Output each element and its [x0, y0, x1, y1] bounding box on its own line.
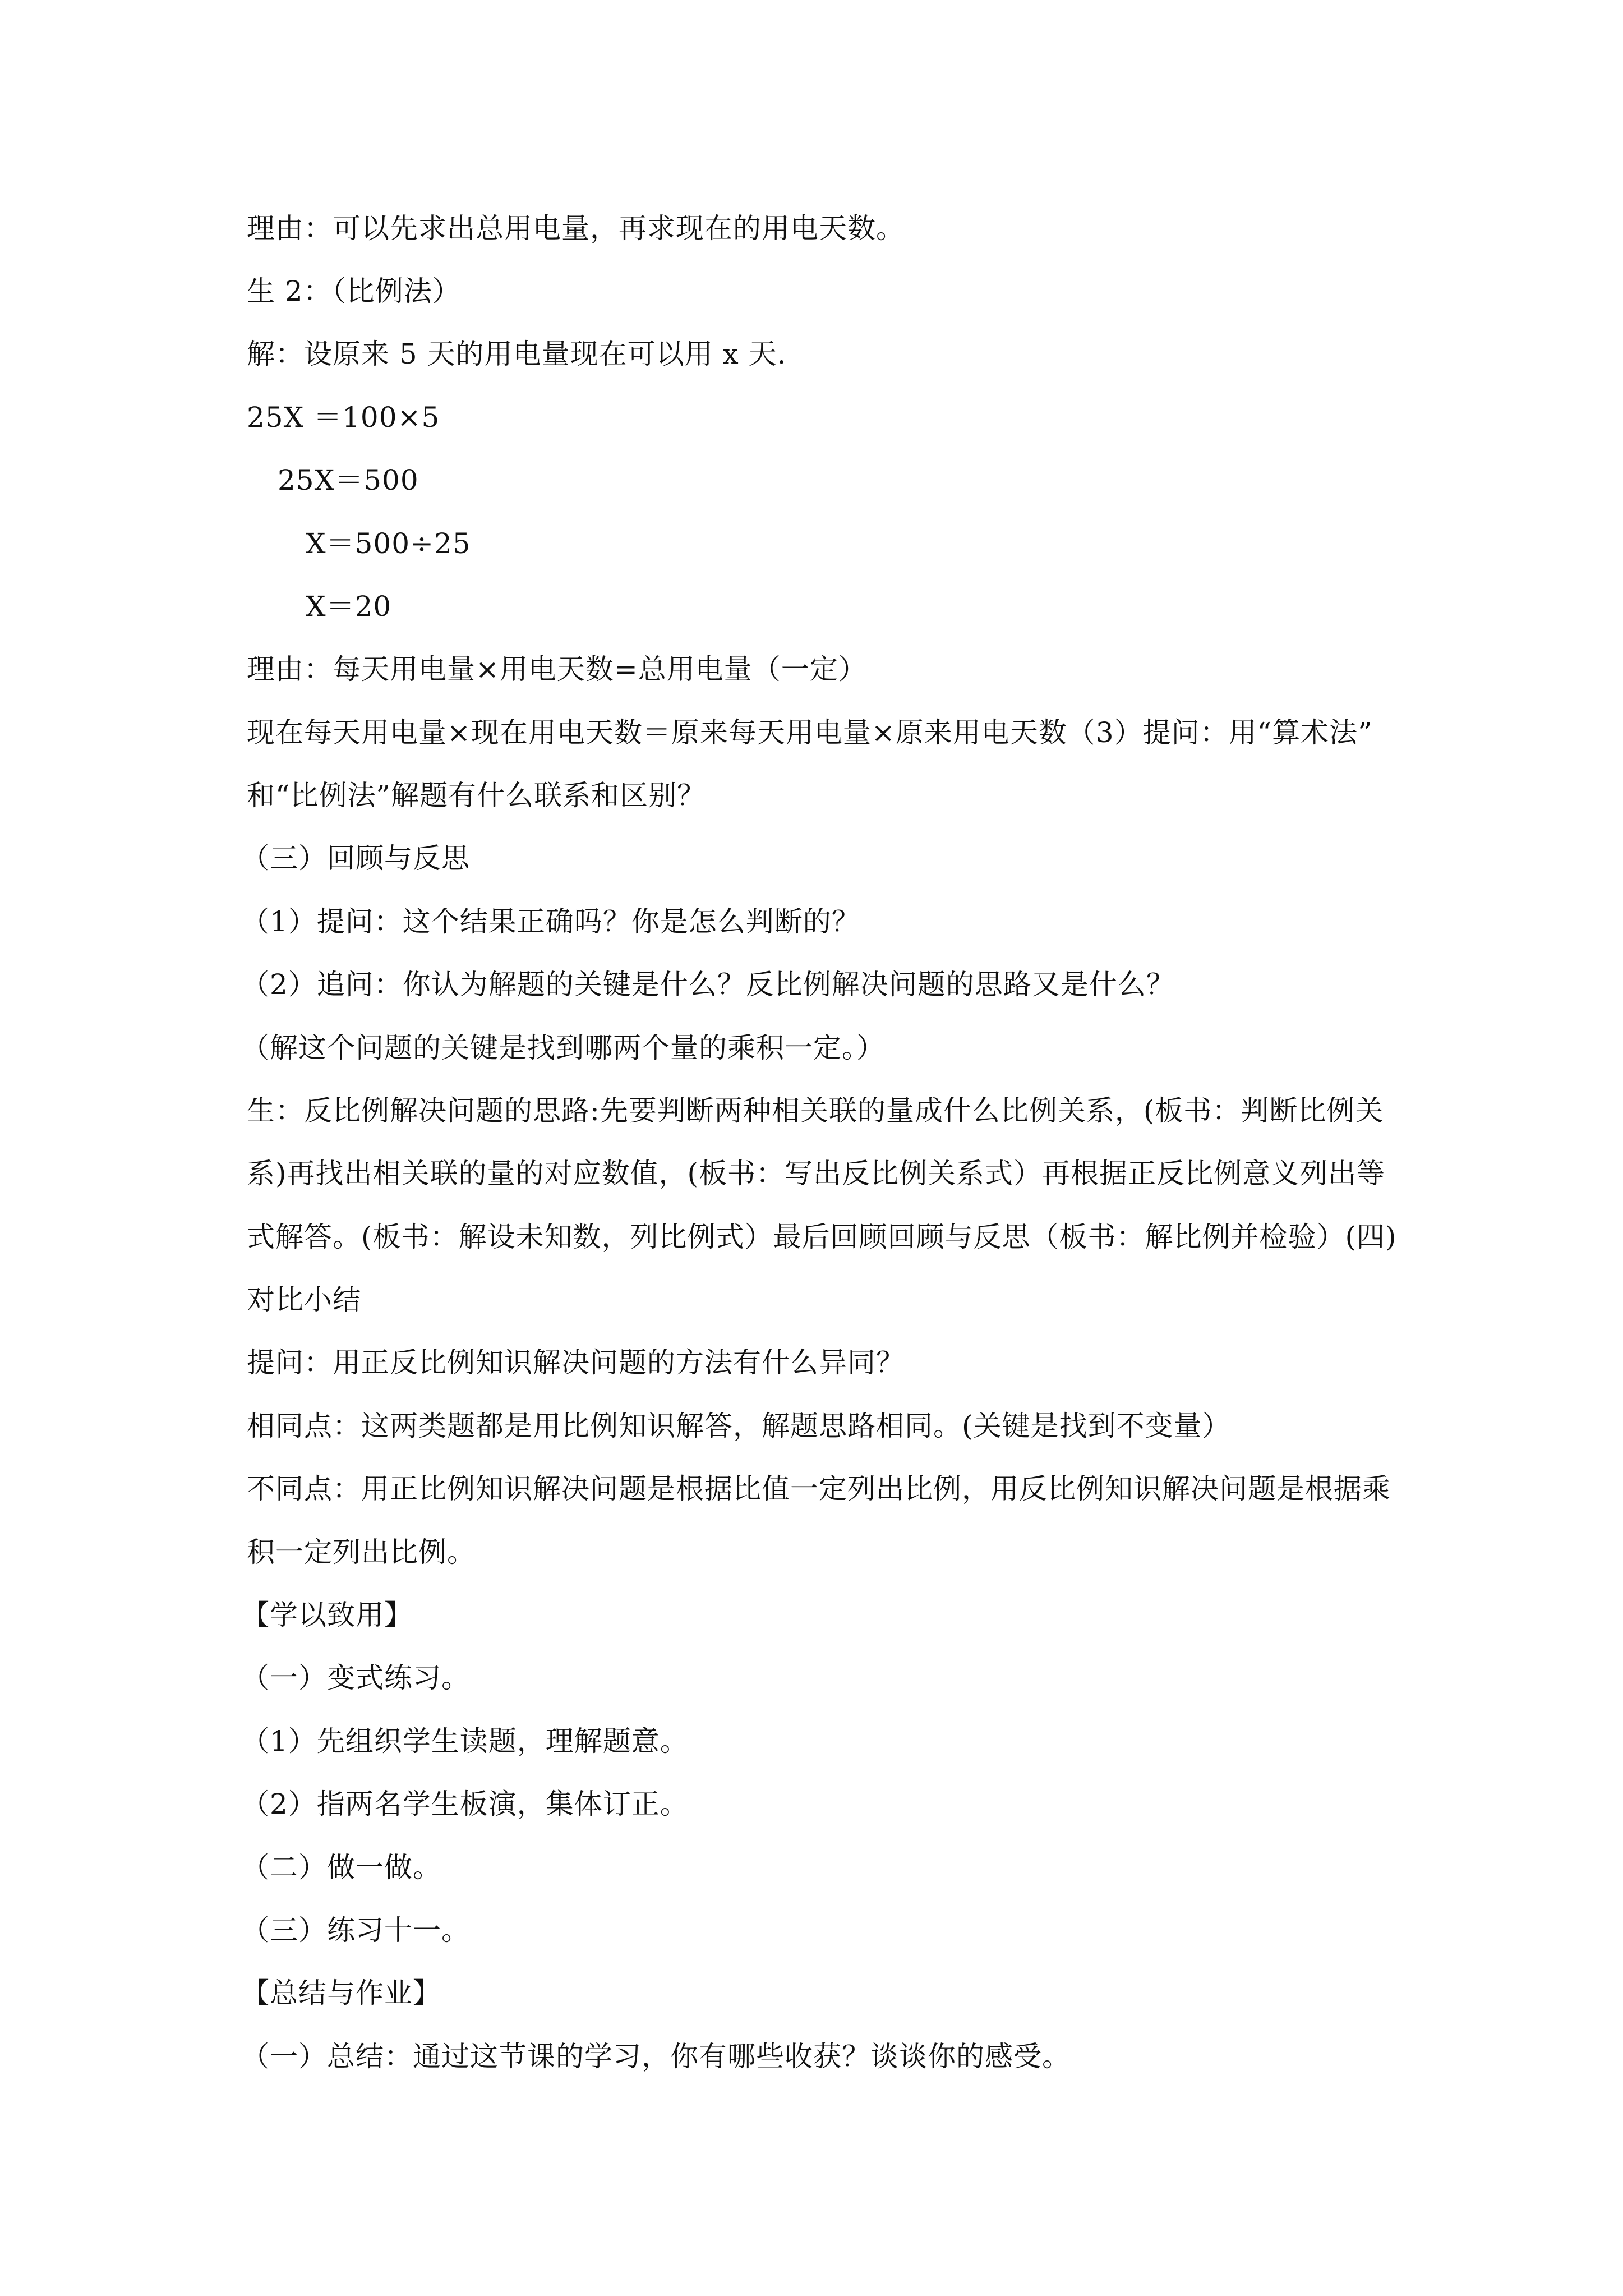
text-line: 不同点：用正比例知识解决问题是根据比值一定列出比例，用反比例知识解决问题是根据乘 [247, 1473, 1391, 1505]
text-line: 理由：可以先求出总用电量，再求现在的用电天数。 [247, 212, 905, 245]
section-heading: （三）回顾与反思 [241, 842, 470, 875]
text-line: （三）练习十一。 [241, 1914, 470, 1947]
equation-line: 25X ＝100×5 [247, 401, 440, 434]
equation-line: X＝500÷25 [306, 527, 471, 560]
text-line: 式解答。(板书：解设未知数，列比例式）最后回顾回顾与反思（板书：解比例并检验）(四) [247, 1221, 1397, 1253]
text-line: 现在每天用电量×现在用电天数＝原来每天用电量×原来用电天数（3）提问：用“算术法” [247, 716, 1373, 749]
text-line: 积一定列出比例。 [247, 1536, 476, 1568]
text-line: 和“比例法”解题有什么联系和区别？ [247, 779, 706, 812]
text-line: （1）提问：这个结果正确吗？你是怎么判断的？ [241, 905, 860, 938]
text-line: 提问：用正反比例知识解决问题的方法有什么异同？ [247, 1346, 905, 1379]
section-heading: 【学以致用】 [241, 1599, 413, 1631]
text-line: （解这个问题的关键是找到哪两个量的乘积一定。） [241, 1032, 885, 1064]
text-line: 解：设原来 5 天的用电量现在可以用 x 天. [247, 338, 787, 370]
text-line: （二）做一做。 [241, 1851, 441, 1884]
text-line: （1）先组织学生读题，理解题意。 [241, 1725, 689, 1757]
text-line: （2）指两名学生板演，集体订正。 [241, 1788, 689, 1820]
text-line: 理由：每天用电量×用电天数=总用电量（一定） [247, 653, 867, 685]
equation-line: X＝20 [306, 590, 392, 623]
text-line: （一）总结：通过这节课的学习，你有哪些收获？谈谈你的感受。 [241, 2040, 1071, 2073]
text-line: （一）变式练习。 [241, 1662, 470, 1694]
text-line: （2）追问：你认为解题的关键是什么？反比例解决问题的思路又是什么？ [241, 968, 1175, 1001]
text-line: 生 2：（比例法） [247, 275, 461, 307]
text-line: 对比小结 [247, 1283, 361, 1316]
text-line: 相同点：这两类题都是用比例知识解答，解题思路相同。(关键是找到不变量） [247, 1410, 1231, 1442]
section-heading: 【总结与作业】 [241, 1977, 441, 2009]
text-line: 系)再找出相关联的量的对应数值，(板书：写出反比例关系式）再根据正反比例意义列出等 [247, 1157, 1386, 1190]
text-line: 生：反比例解决问题的思路:先要判断两种相关联的量成什么比例关系，(板书：判断比例关 [247, 1094, 1384, 1127]
equation-line: 25X＝500 [278, 464, 419, 496]
